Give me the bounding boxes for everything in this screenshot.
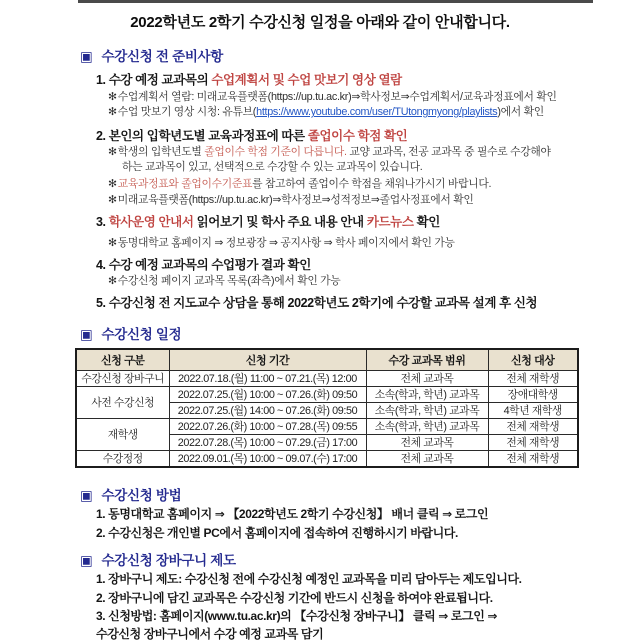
note-text: 교양 교과목, 전공 교과목 중 필수로 수강해야 xyxy=(346,146,551,158)
cell-scope: 전체 교과목 xyxy=(366,435,488,451)
note-text: 동명대학교 홈페이지 ⇒ 정보광장 ⇒ 공지사항 ⇒ 학사 페이지에서 확인 가능 xyxy=(117,237,455,249)
col-header-target: 신청 대상 xyxy=(488,349,578,371)
table-row xyxy=(76,419,578,435)
prep-item-2-note-2 xyxy=(80,178,594,191)
section-marker-icon: ▣ xyxy=(80,488,93,503)
cart-item-3-continued: 수강신청 장바구니에서 수강 예정 교과목 담기 xyxy=(96,627,324,641)
cell-period: 2022.07.26.(화) 10:00 ~ 07.28.(목) 09:55 xyxy=(169,419,366,435)
table-row xyxy=(76,451,578,468)
table-row xyxy=(76,371,578,387)
table-header-row xyxy=(76,349,578,371)
prep-item-5: 5. 수강신청 전 지도교수 상담을 통해 2022학년도 2학기에 수강할 교과목 설계 후 신청 xyxy=(96,296,538,310)
col-header-period: 신청 기간 xyxy=(169,349,366,371)
cell-period: 2022.09.01.(목) 10:00 ~ 09.07.(수) 17:00 xyxy=(169,451,366,468)
prep-item-1-note-1 xyxy=(80,91,594,104)
item-text: 확인 xyxy=(413,215,440,229)
note-marker-icon: ✻ xyxy=(108,146,117,158)
cell-target: 전체 재학생 xyxy=(488,451,578,468)
item-text-highlight: 카드뉴스 xyxy=(366,215,414,229)
prep-item-2 xyxy=(80,128,594,144)
item-text-highlight: 수업계획서 및 수업 맛보기 영상 열람 xyxy=(211,73,402,87)
prep-item-2-note-3 xyxy=(80,194,594,207)
section-marker-icon: ▣ xyxy=(80,49,93,64)
cell-period: 2022.07.25.(월) 14:00 ~ 07.26.(화) 09:50 xyxy=(169,403,366,419)
section-title: 수강신청 방법 xyxy=(101,488,182,503)
youtube-link[interactable]: https://www.youtube.com/user/TUtongmyong/playlists xyxy=(256,106,498,118)
prep-item-1 xyxy=(80,72,594,88)
prep-item-2-note-1 xyxy=(80,146,594,159)
method-item-1: 1. 동명대학교 홈페이지 ⇒ 【2022학년도 2학기 수강신청】 배너 클릭 ⇒ 로그인 xyxy=(96,507,489,521)
cell-scope: 소속(학과, 학년) 교과목 xyxy=(366,403,488,419)
prep-item-3 xyxy=(80,214,594,230)
note-text: 수강신청 페이지 교과목 목록(좌측)에서 확인 가능 xyxy=(117,275,341,287)
item-text: 2. 본인의 입학년도별 교육과정표에 따른 xyxy=(96,129,308,143)
note-marker-icon: ✻ xyxy=(108,91,117,103)
cell-period: 2022.07.28.(목) 10:00 ~ 07.29.(금) 17:00 xyxy=(169,435,366,451)
top-crop-border xyxy=(78,0,593,3)
note-text: 수업계획서 열람: 미래교육플랫폼(https://up.tu.ac.kr)⇒학사정보⇒수업계획서/교육과정표에서 확인 xyxy=(117,91,557,103)
item-text-highlight: 학사운영 안내서 xyxy=(108,215,194,229)
col-header-category: 신청 구분 xyxy=(76,349,169,371)
cell-scope: 전체 교과목 xyxy=(366,371,488,387)
prep-item-1-note-2 xyxy=(80,106,594,119)
cell-target: 전체 재학생 xyxy=(488,435,578,451)
note-text: 수업 맛보기 영상 시청: 유튜브( xyxy=(117,106,257,118)
section-heading-schedule xyxy=(80,326,594,343)
col-header-scope: 수강 교과목 범위 xyxy=(366,349,488,371)
note-text: 를 참고하여 졸업이수 학점을 채워나가시기 바랍니다. xyxy=(252,178,492,190)
prep-item-4-note-1 xyxy=(80,275,594,288)
cell-period: 2022.07.25.(월) 10:00 ~ 07.26.(화) 09:50 xyxy=(169,387,366,403)
cell-period: 2022.07.18.(월) 11:00 ~ 07.21.(목) 12:00 xyxy=(169,371,366,387)
prep-item-2-note-1-continued: 하는 교과목이 있고, 선택적으로 수강할 수 있는 교과목이 있습니다. xyxy=(122,161,423,173)
note-marker-icon: ✻ xyxy=(108,275,117,287)
cart-item-1: 1. 장바구니 제도: 수강신청 전에 수강신청 예정인 교과목을 미리 담아두는 제도입니다. xyxy=(96,572,522,586)
cell-scope: 소속(학과, 학년) 교과목 xyxy=(366,387,488,403)
table-row xyxy=(76,387,578,403)
note-marker-icon: ✻ xyxy=(108,194,117,206)
section-heading-preparation xyxy=(80,48,594,65)
prep-item-4: 4. 수강 예정 교과목의 수업평가 결과 확인 xyxy=(96,258,311,272)
cell-category: 수강정정 xyxy=(76,451,169,468)
section-marker-icon: ▣ xyxy=(80,553,93,568)
cart-item-3: 3. 신청방법: 홈페이지(www.tu.ac.kr)의 【수강신청 장바구니】 클릭 ⇒ 로그인 ⇒ xyxy=(96,609,497,623)
cell-category: 수강신청 장바구니 xyxy=(76,371,169,387)
item-number: 3. xyxy=(96,215,109,229)
section-heading-cart xyxy=(80,552,594,569)
item-text: 읽어보기 및 학사 주요 내용 안내 xyxy=(193,215,367,229)
note-marker-icon: ✻ xyxy=(108,237,117,249)
cell-category: 사전 수강신청 xyxy=(76,387,169,419)
item-text: 1. 수강 예정 교과목의 xyxy=(96,73,212,87)
section-title: 수강신청 전 준비사항 xyxy=(101,49,224,64)
section-marker-icon: ▣ xyxy=(80,327,93,342)
notice-body xyxy=(0,48,640,642)
section-title: 수강신청 장바구니 제도 xyxy=(101,553,236,568)
section-heading-method xyxy=(80,487,594,504)
note-text-highlight: 교육과정표와 졸업이수기준표 xyxy=(117,178,253,190)
cell-category: 재학생 xyxy=(76,419,169,451)
cart-item-2: 2. 장바구니에 담긴 교과목은 수강신청 기간에 반드시 신청을 하여야 완료됩니다. xyxy=(96,591,493,605)
cell-target: 장애대학생 xyxy=(488,387,578,403)
cell-scope: 전체 교과목 xyxy=(366,451,488,468)
prep-item-3-note-1 xyxy=(80,237,594,250)
note-text: 학생의 입학년도별 xyxy=(117,146,205,158)
note-text: )에서 확인 xyxy=(497,106,544,118)
note-marker-icon: ✻ xyxy=(108,106,117,118)
cell-target: 전체 재학생 xyxy=(488,371,578,387)
note-marker-icon: ✻ xyxy=(108,178,117,190)
section-title: 수강신청 일정 xyxy=(101,327,182,342)
page-title: 2022학년도 2학기 수강신청 일정을 아래와 같이 안내합니다. xyxy=(130,14,510,31)
schedule-table xyxy=(75,348,579,468)
note-text-highlight: 졸업이수 학점 기준이 다릅니다. xyxy=(204,146,347,158)
note-text: 미래교육플랫폼(https://up.tu.ac.kr)⇒학사정보⇒성적정보⇒졸업사정표에서 확인 xyxy=(117,194,474,206)
cell-target: 4학년 재학생 xyxy=(488,403,578,419)
method-item-2: 2. 수강신청은 개인별 PC에서 홈페이지에 접속하여 진행하시기 바랍니다. xyxy=(96,526,458,540)
cell-scope: 소속(학과, 학년) 교과목 xyxy=(366,419,488,435)
item-text-highlight: 졸업이수 학점 확인 xyxy=(307,129,408,143)
cell-target: 전체 재학생 xyxy=(488,419,578,435)
